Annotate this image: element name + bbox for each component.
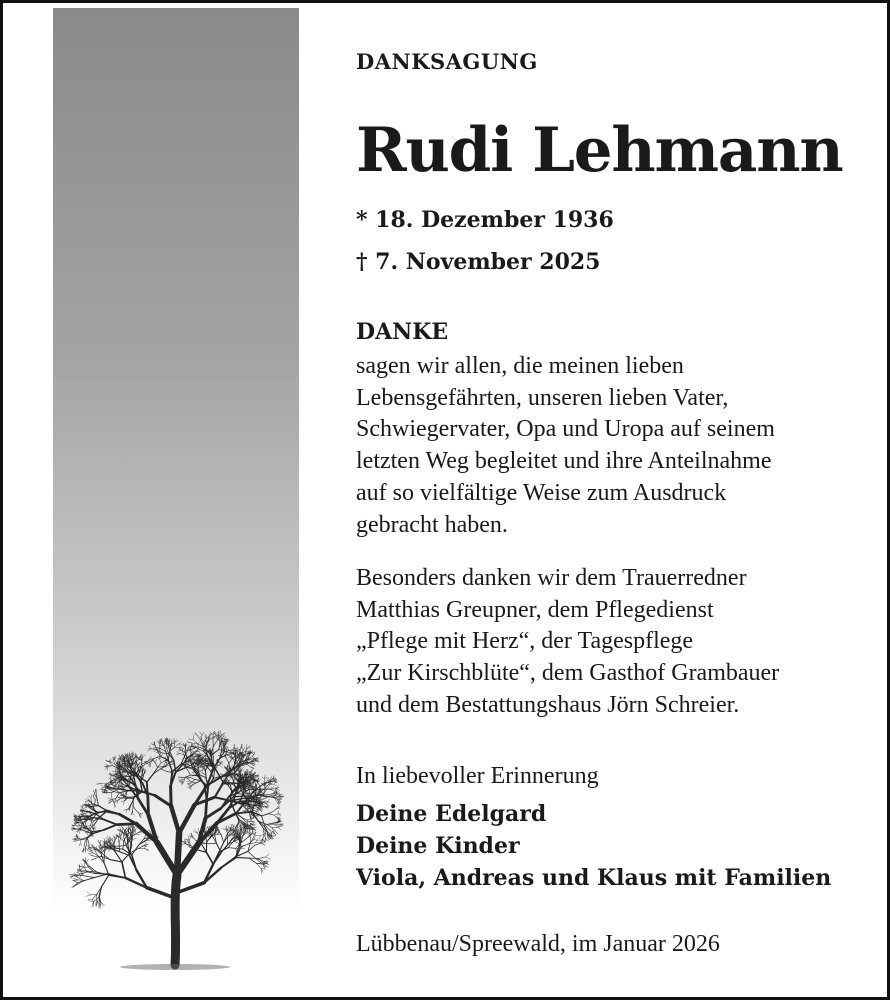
heading: DANKSAGUNG bbox=[356, 49, 538, 74]
paragraph-line: sagen wir allen, die meinen lieben bbox=[356, 353, 684, 379]
paragraph-line: auf so vielfältige Weise zum Ausdruck bbox=[356, 479, 727, 506]
paragraph-line: Lebensgefährten, unseren lieben Vater, bbox=[356, 384, 729, 411]
place-and-date: Lübbenau/Spreewald, im Januar 2026 bbox=[356, 931, 720, 957]
signature-line: Deine Kinder bbox=[356, 833, 520, 859]
paragraph-line: Schwiegervater, Opa und Uropa auf seinem bbox=[356, 416, 775, 443]
thanks-paragraph bbox=[356, 351, 866, 541]
paragraph-line: „Pflege mit Herz“, der Tagespflege bbox=[356, 628, 694, 655]
special-thanks-paragraph bbox=[356, 563, 866, 722]
paragraph-line: Besonders danken wir dem Trauerredner bbox=[356, 565, 747, 591]
bare-tree-illustration bbox=[25, 643, 325, 973]
danke-heading: DANKE bbox=[356, 319, 449, 345]
closing-line: In liebevoller Erinnerung bbox=[356, 763, 599, 789]
birth-date: * 18. Dezember 1936 bbox=[356, 207, 614, 233]
paragraph-line: „Zur Kirschblüte“, dem Gasthof Grambauer bbox=[356, 660, 780, 687]
signature-line: Deine Edelgard bbox=[356, 801, 547, 827]
paragraph-line: und dem Bestattungshaus Jörn Schreier. bbox=[356, 691, 740, 718]
paragraph-line: letzten Weg begleitet und ihre Anteilnahme bbox=[356, 448, 772, 475]
paragraph-line: Matthias Greupner, dem Pflegedienst bbox=[356, 596, 714, 623]
signature-line: Viola, Andreas und Klaus mit Familien bbox=[356, 865, 832, 891]
deceased-name: Rudi Lehmann bbox=[356, 115, 843, 186]
death-date: † 7. November 2025 bbox=[356, 249, 601, 275]
paragraph-line: gebracht haben. bbox=[356, 511, 508, 538]
